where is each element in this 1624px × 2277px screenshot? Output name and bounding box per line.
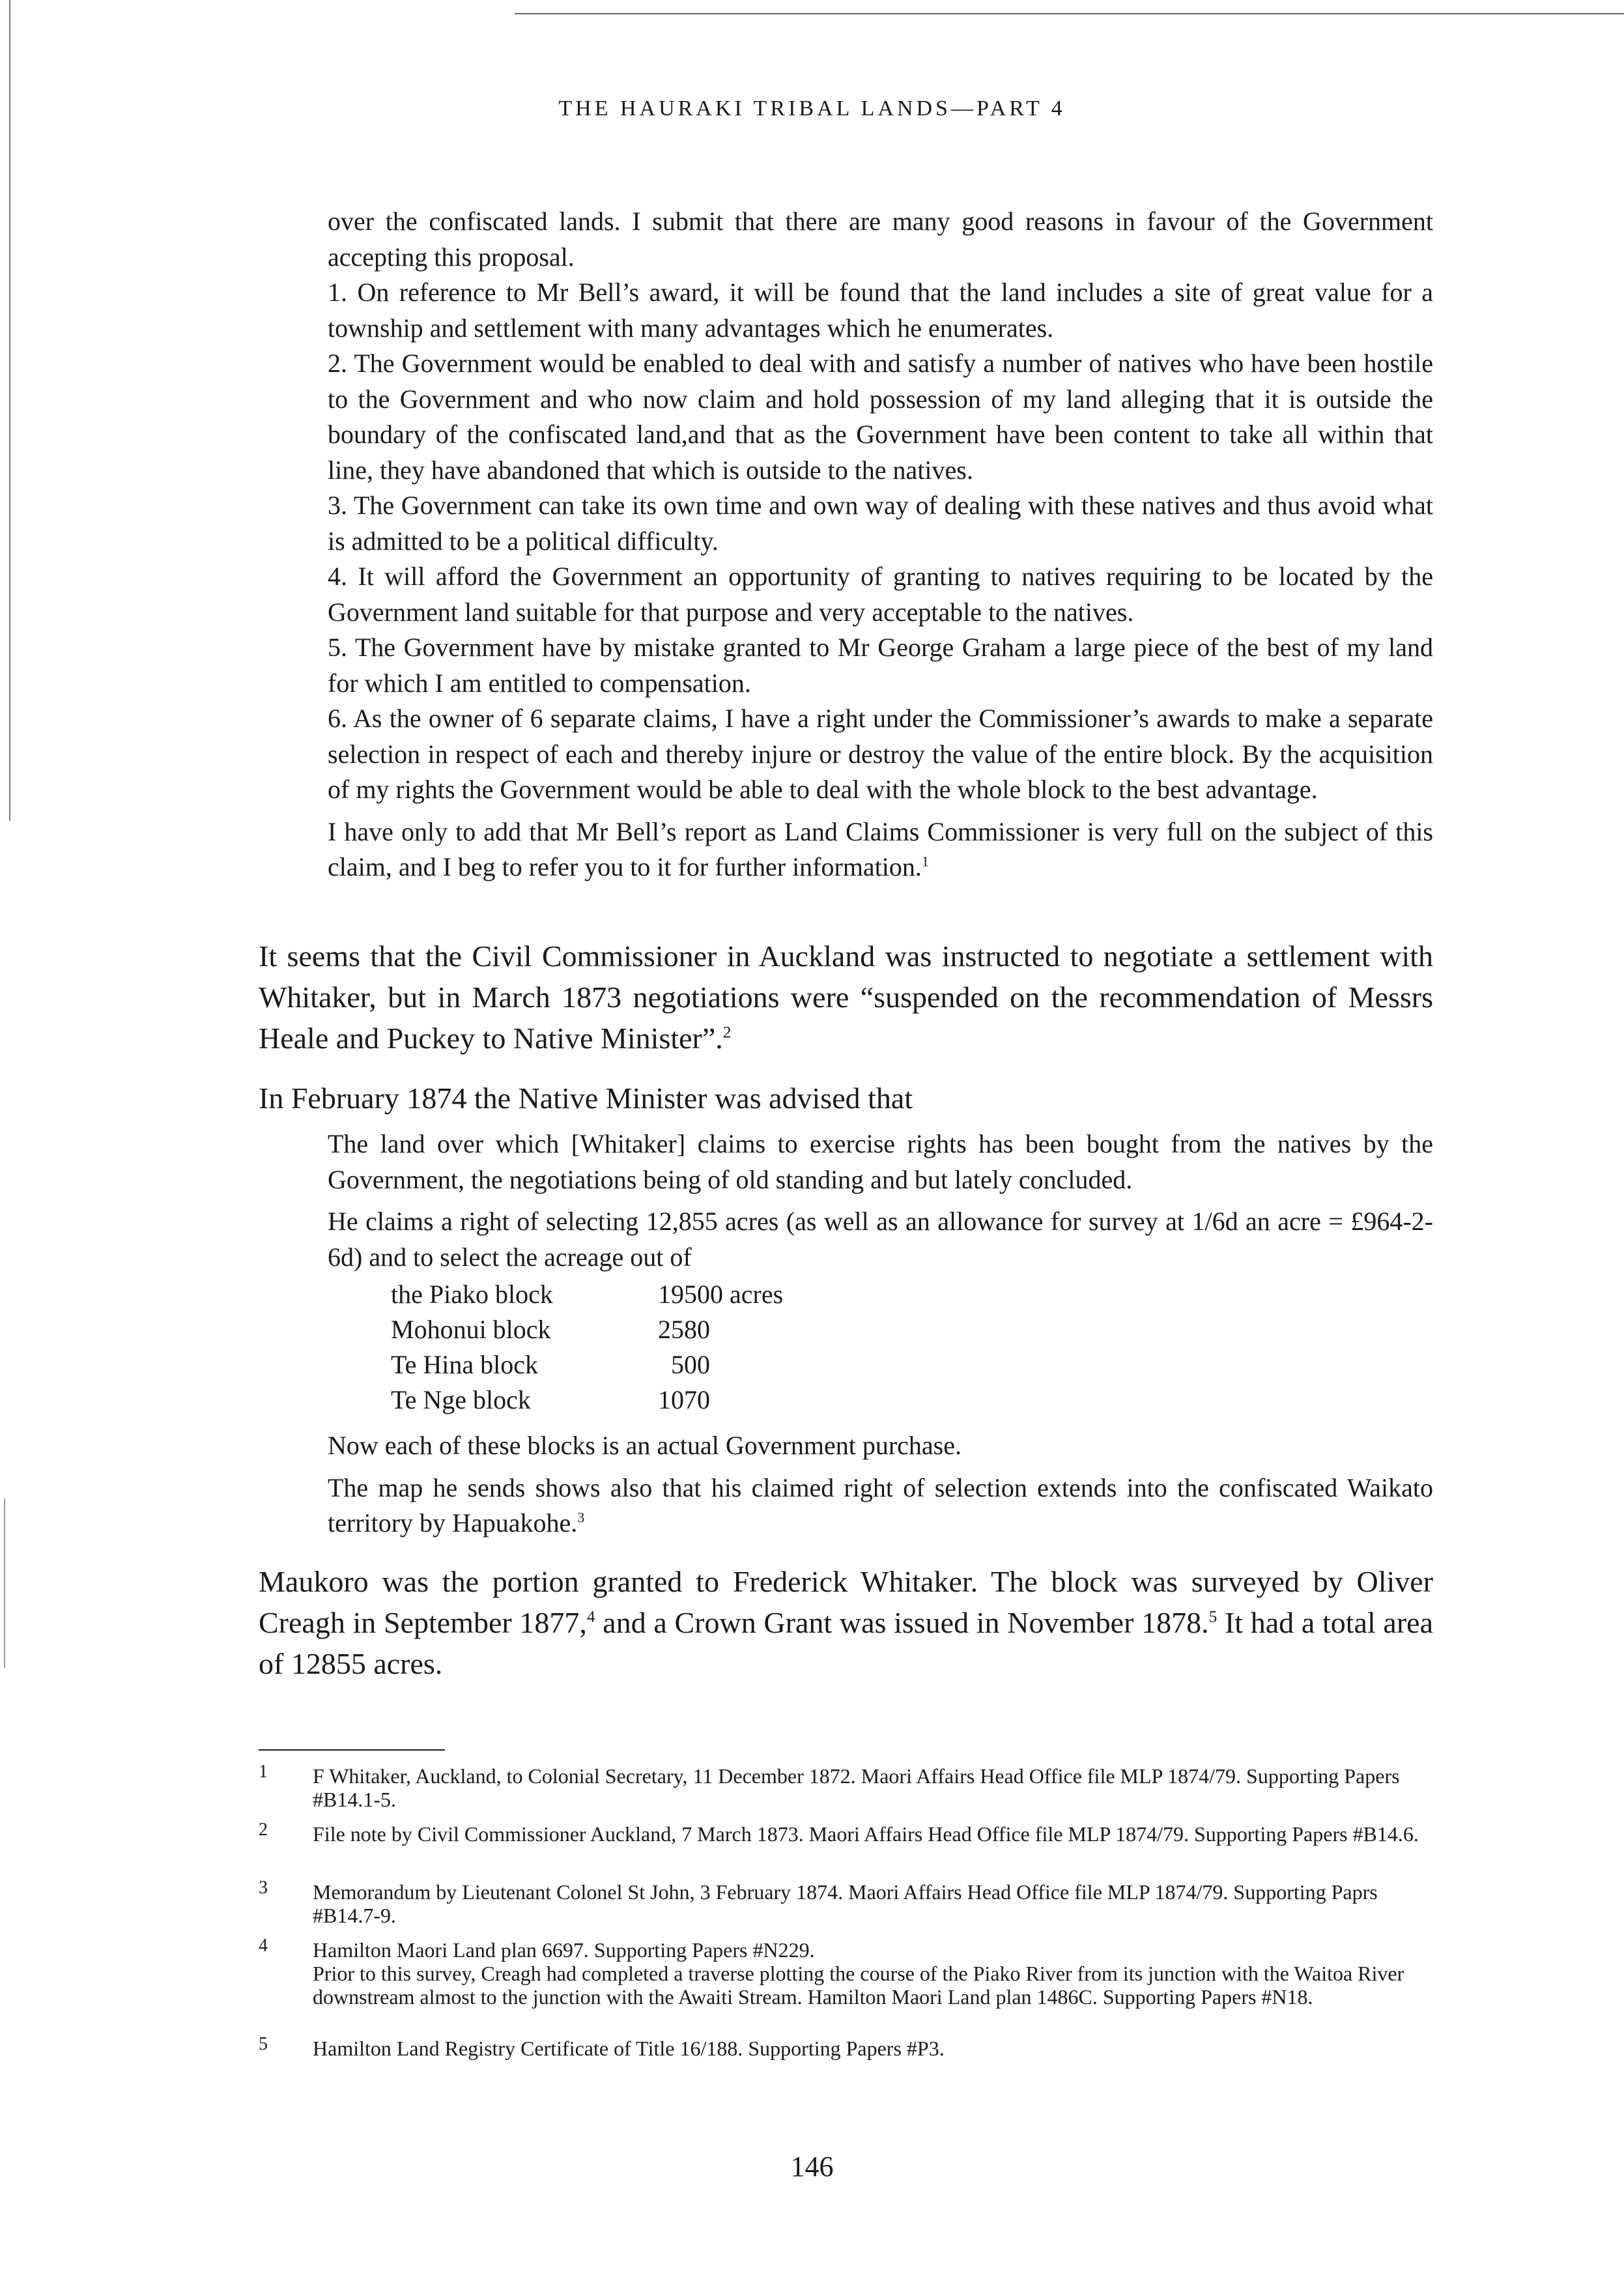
footnote-text: F Whitaker, Auckland, to Colonial Secretary, 11 December 1872. Maori Affairs Head Office file MLP 1874/79. Supporting Papers #B14.1-5.	[313, 1764, 1400, 1811]
block-acreage-table	[391, 1279, 783, 1420]
block-name: Te Hina block	[391, 1350, 539, 1379]
block-name: Mohonui block	[391, 1315, 551, 1344]
table-row	[391, 1349, 783, 1384]
footnote-text: Hamilton Maori Land plan 6697. Supporting Papers #N229. Prior to this survey, Creagh had completed a traverse plotting the course of the Piako River from its junction with the Waitoa River downstream almost to the junction with the Awaiti Stream. Hamilton Maori Land plan 1486C. Supporting Papers #N18.	[313, 1938, 1404, 2009]
footnote-ref-2: 2	[722, 1023, 732, 1042]
block-acres: 19500 acres	[658, 1280, 784, 1309]
footnote-separator	[259, 1749, 445, 1751]
page-number: 146	[790, 2151, 834, 2183]
footnote-ref-1: 1	[921, 853, 929, 870]
running-head: THE HAURAKI TRIBAL LANDS—PART 4	[558, 96, 1066, 121]
memo-paragraph-3: Now each of these blocks is an actual Government purchase.	[328, 1431, 962, 1460]
left-scan-edge-lower	[4, 1498, 5, 1668]
body-paragraph-maukoro: Maukoro was the portion granted to Frederick Whitaker. The block was surveyed by Oliver Creagh in September 1877,$^4$ and a Crown Grant was issued in November 1878.$^5$ It had a total area of 12855 acres.	[259, 1565, 1434, 1680]
memo-paragraph-1: The land over which [Whitaker] claims to exercise rights has been bought from the natives by the Government, the negotiations being of old standing and but lately concluded.	[328, 1129, 1433, 1194]
footnote-number: 5	[259, 2034, 268, 2054]
quote-item-4: 4. It will afford the Government an opportunity of granting to natives requiring to be located by the Government land suitable for that purpose and very acceptable to the natives.	[328, 562, 1433, 627]
block-acres: 500	[671, 1350, 710, 1379]
footnote-number: 2	[259, 1820, 268, 1840]
quote-intro: over the confiscated lands. I submit that there are many good reasons in favour of the Government accepting this proposal.	[328, 207, 1433, 272]
left-scan-edge	[9, 0, 10, 821]
quote-closing: I have only to add that Mr Bell’s report as Land Claims Commissioner is very full on the subject of this claim, and I beg to refer you to it for further information.$^1$	[328, 816, 1433, 881]
block-acres: 2580	[658, 1315, 710, 1344]
table-row	[391, 1314, 783, 1349]
memo-paragraph-4: The map he sends shows also that his claimed right of selection extends into the confiscated Waikato territory by Hapuakohe.$^3$	[328, 1472, 1433, 1538]
body-paragraph-native-minister: In February 1874 the Native Minister was advised that	[259, 1081, 913, 1115]
block-name: the Piako block	[391, 1280, 553, 1309]
top-border-line	[515, 13, 1624, 14]
quote-item-2: 2. The Government would be enabled to deal with and satisfy a number of natives who have been hostile to the Government and who now claim and hold possession of my land alleging that it is outside the boundary of the confiscated land,and that as the Government have been content to take all within that line, they have abandoned that which is outside to the natives.	[328, 349, 1433, 485]
quote-item-6: 6. As the owner of 6 separate claims, I have a right under the Commissioner’s awards to make a separate selection in respect of each and thereby injure or destroy the value of the entire block. By the acquisition of my rights the Government would be able to deal with the whole block to the best advantage.	[328, 704, 1433, 804]
memo-paragraph-2: He claims a right of selecting 12,855 acres (as well as an allowance for survey at 1/6d an acre = £964-2-6d) and to select the acreage out of	[328, 1207, 1433, 1272]
body-paragraph-civil-commissioner: It seems that the Civil Commissioner in Auckland was instructed to negotiate a settlement with Whitaker, but in March 1873 negotiations were “suspended on the recommendation of Messrs Heale and Puckey to Native Minister”.$^2$	[259, 939, 1433, 1055]
table-row	[391, 1279, 783, 1314]
footnote-number: 3	[259, 1878, 268, 1898]
footnote-number: 1	[259, 1762, 268, 1782]
block-quote-memorandum-continued	[328, 1428, 1433, 1541]
footnote-number: 4	[259, 1936, 268, 1956]
footnote-ref-4: 4	[586, 1607, 595, 1626]
block-quote-whitaker-letter	[328, 204, 1433, 885]
footnote-text: File note by Civil Commissioner Auckland, 7 March 1873. Maori Affairs Head Office file MLP 1874/79. Supporting Papers #B14.6.	[313, 1822, 1419, 1846]
block-acres: 1070	[658, 1385, 710, 1414]
quote-item-1: 1. On reference to Mr Bell’s award, it will be found that the land includes a site of great value for a township and settlement with many advantages which he enumerates.	[328, 278, 1433, 343]
block-name: Te Nge block	[391, 1385, 531, 1414]
quote-item-3: 3. The Government can take its own time and own way of dealing with these natives and thus avoid what is admitted to be a political difficulty.	[328, 491, 1433, 556]
table-row	[391, 1384, 783, 1420]
footnote-text: Hamilton Land Registry Certificate of Title 16/188. Supporting Papers #P3.	[313, 2037, 945, 2060]
quote-item-5: 5. The Government have by mistake granted to Mr George Graham a large piece of the best of my land for which I am entitled to compensation.	[328, 633, 1433, 698]
footnote-ref-5: 5	[1208, 1607, 1218, 1626]
footnote-ref-3: 3	[577, 1509, 585, 1526]
footnote-text: Memorandum by Lieutenant Colonel St John, 3 February 1874. Maori Affairs Head Office file MLP 1874/79. Supporting Paprs #B14.7-9.	[313, 1880, 1378, 1927]
block-quote-memorandum	[328, 1126, 1433, 1275]
